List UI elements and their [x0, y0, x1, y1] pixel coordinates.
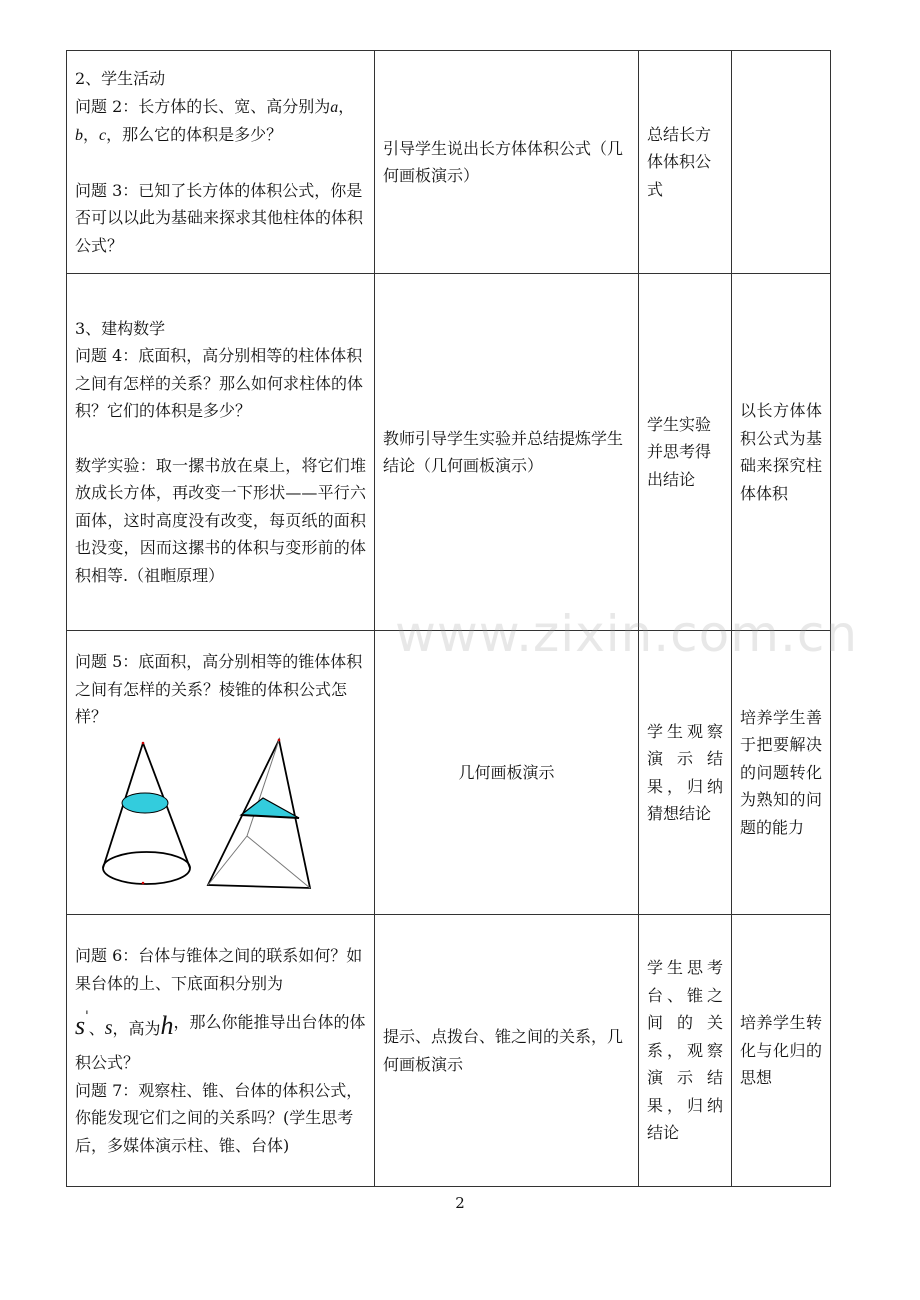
teacher-activity-cell: 提示、点拨台、锥之间的关系，几何画板演示: [375, 915, 639, 1187]
var-c: c: [99, 127, 107, 144]
table-row: [67, 631, 831, 915]
student-activity-cell: 学生实验并思考得出结论: [639, 274, 732, 631]
dun-separator: 、: [88, 1019, 105, 1038]
question-2: [75, 93, 366, 150]
separator: ，: [83, 125, 100, 144]
lesson-plan-table: [66, 50, 831, 1187]
design-intent-cell: 培养学生善于把要解决的问题转化为熟知的问题的能力: [732, 631, 831, 915]
math-experiment: 数学实验：取一摞书放在桌上，将它们堆放成长方体，再改变一下形状——平行六面体，这时高度没有改变，每页纸的面积也没变，因而这摞书的体积与变形前的体积相等.（祖暅原理）: [75, 455, 366, 585]
table-row: [67, 274, 831, 631]
section-heading: 3、建构数学: [75, 318, 166, 338]
var-b: b: [75, 127, 83, 144]
question-7: 问题 7：观察柱、锥、台体的体积公式，你能发现它们之间的关系吗？(学生思考后，多媒体演示柱、锥、台体): [75, 1080, 363, 1155]
question-4: 问题 4：底面积，高分别相等的柱体体积之间有怎样的关系？那么如何求柱体的体积？它们的体积是多少？: [75, 346, 364, 421]
question-2-text: 问题 2：长方体的长、宽、高分别为: [75, 96, 331, 116]
content-cell: [67, 51, 375, 274]
design-intent-cell: [732, 51, 831, 274]
question-6-tail: ，那么你能推导出台体的体积公式？: [75, 1012, 366, 1072]
var-a: a: [330, 98, 339, 116]
var-s-prime: s: [75, 1011, 86, 1040]
table-row: [67, 51, 831, 274]
pyramid-figure: [208, 738, 310, 887]
content-cell: [67, 631, 375, 915]
student-activity-cell: 总结长方体体积公式: [639, 51, 732, 274]
question-3: 问题 3：已知了长方体的体积公式，你是否可以以此为基础来探求其他柱体的体积公式？: [75, 180, 364, 255]
question-6-text: 问题 6：台体与锥体之间的联系如何？如果台体的上、下底面积分别为: [75, 946, 363, 993]
prime-mark: ': [85, 1009, 89, 1024]
teacher-activity-cell: 教师引导学生实验并总结提炼学生结论（几何画板演示）: [375, 274, 639, 631]
student-activity-cell: 学生思考台、锥之间的关系，观察演示结果，归纳结论: [639, 915, 732, 1187]
question-2-tail: ，那么它的体积是多少？: [106, 125, 283, 144]
cone-and-pyramid-figures: [75, 737, 365, 897]
teacher-activity-cell: 引导学生说出长方体体积公式（几何画板演示）: [375, 51, 639, 274]
var-s: s: [104, 1017, 113, 1039]
height-prefix: ，高为: [112, 1019, 161, 1038]
content-cell: [67, 915, 375, 1187]
design-intent-cell: 以长方体体积公式为基础来探究柱体体积: [732, 274, 831, 631]
student-activity-cell: 学生观察演示结果，归纳猜想结论: [639, 631, 732, 915]
page-number: 2: [455, 1194, 465, 1212]
design-intent-cell: 培养学生转化与化归的思想: [732, 915, 831, 1187]
separator: ，: [338, 96, 355, 116]
question-5: 问题 5：底面积，高分别相等的锥体体积之间有怎样的关系？棱锥的体积公式怎样？: [75, 652, 363, 727]
watermark: www.zixin.com.cn: [395, 605, 859, 663]
var-h: h: [160, 1011, 174, 1040]
teacher-activity-cell: 几何画板演示: [375, 631, 639, 915]
solid-figures: [75, 737, 366, 897]
question-6: [75, 942, 366, 1077]
section-heading: 2、学生活动: [75, 69, 166, 88]
content-cell: [67, 274, 375, 631]
cone-figure: [103, 741, 190, 884]
table-row: [67, 915, 831, 1187]
